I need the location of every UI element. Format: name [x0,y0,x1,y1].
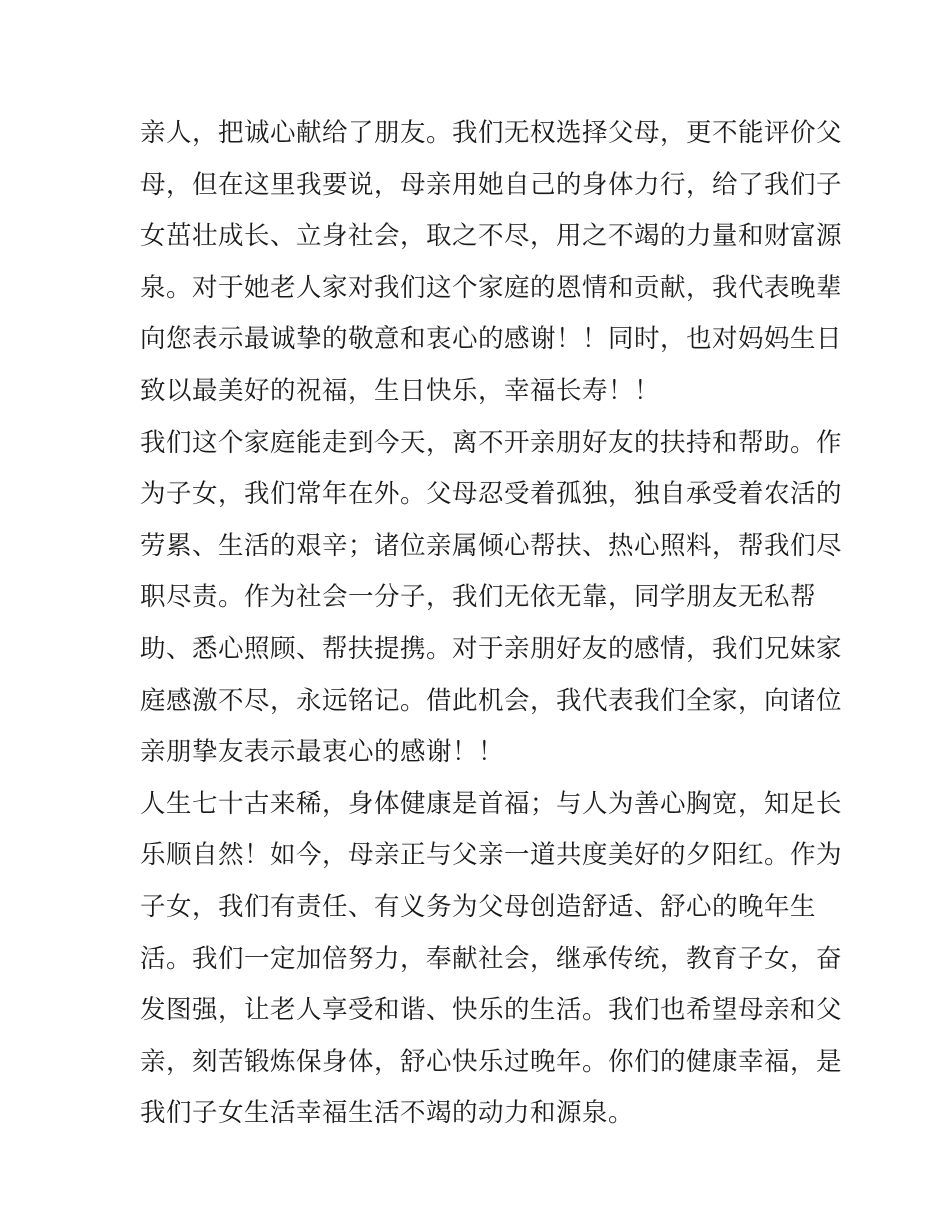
text-line: 亲，刻苦锻炼保身体，舒心快乐过晚年。你们的健康幸福，是 [140,1046,843,1077]
text-line: 庭感激不尽，永远铭记。借此机会，我代表我们全家，向诸位 [140,685,843,716]
text-line: 我们这个家庭能走到今天，离不开亲朋好友的扶持和帮助。作 [140,427,843,458]
text-line: 职尽责。作为社会一分子，我们无依无靠，同学朋友无私帮 [140,582,817,613]
text-line: 亲人，把诚心献给了朋友。我们无权选择父母，更不能评价父 [140,118,843,148]
text-line: 乐顺自然！如今，母亲正与父亲一道共度美好的夕阳红。作为 [140,840,843,871]
text-line: 致以最美好的祝福，生日快乐，幸福长寿！！ [140,375,661,406]
text-line: 泉。对于她老人家对我们这个家庭的恩情和贡献，我代表晚辈 [140,272,843,303]
text-line: 为子女，我们常年在外。父母忍受着孤独，独自承受着农活的 [140,479,843,510]
text-line: 人生七十古来稀，身体健康是首福；与人为善心胸宽，知足长 [140,788,843,819]
text-line: 我们子女生活幸福生活不竭的动力和源泉。 [140,1098,635,1129]
text-line: 亲朋挚友表示最衷心的感谢！！ [140,737,505,768]
body-text [140,108,843,1140]
text-line: 子女，我们有责任、有义务为父母创造舒适、舒心的晚年生 [140,891,817,922]
text-line: 助、悉心照顾、帮扶提携。对于亲朋好友的感情，我们兄妹家 [140,633,843,664]
text-line: 女茁壮成长、立身社会，取之不尽，用之不竭的力量和财富源 [140,221,843,252]
text-line: 母，但在这里我要说，母亲用她自己的身体力行，给了我们子 [140,169,843,200]
text-line: 发图强，让老人享受和谐、快乐的生活。我们也希望母亲和父 [140,995,843,1026]
text-line: 向您表示最诚挚的敬意和衷心的感谢！！同时，也对妈妈生日 [140,324,843,355]
text-line: 活。我们一定加倍努力，奉献社会，继承传统，教育子女，奋 [140,943,843,974]
text-line: 劳累、生活的艰辛；诸位亲属倾心帮扶、热心照料，帮我们尽 [140,530,843,561]
